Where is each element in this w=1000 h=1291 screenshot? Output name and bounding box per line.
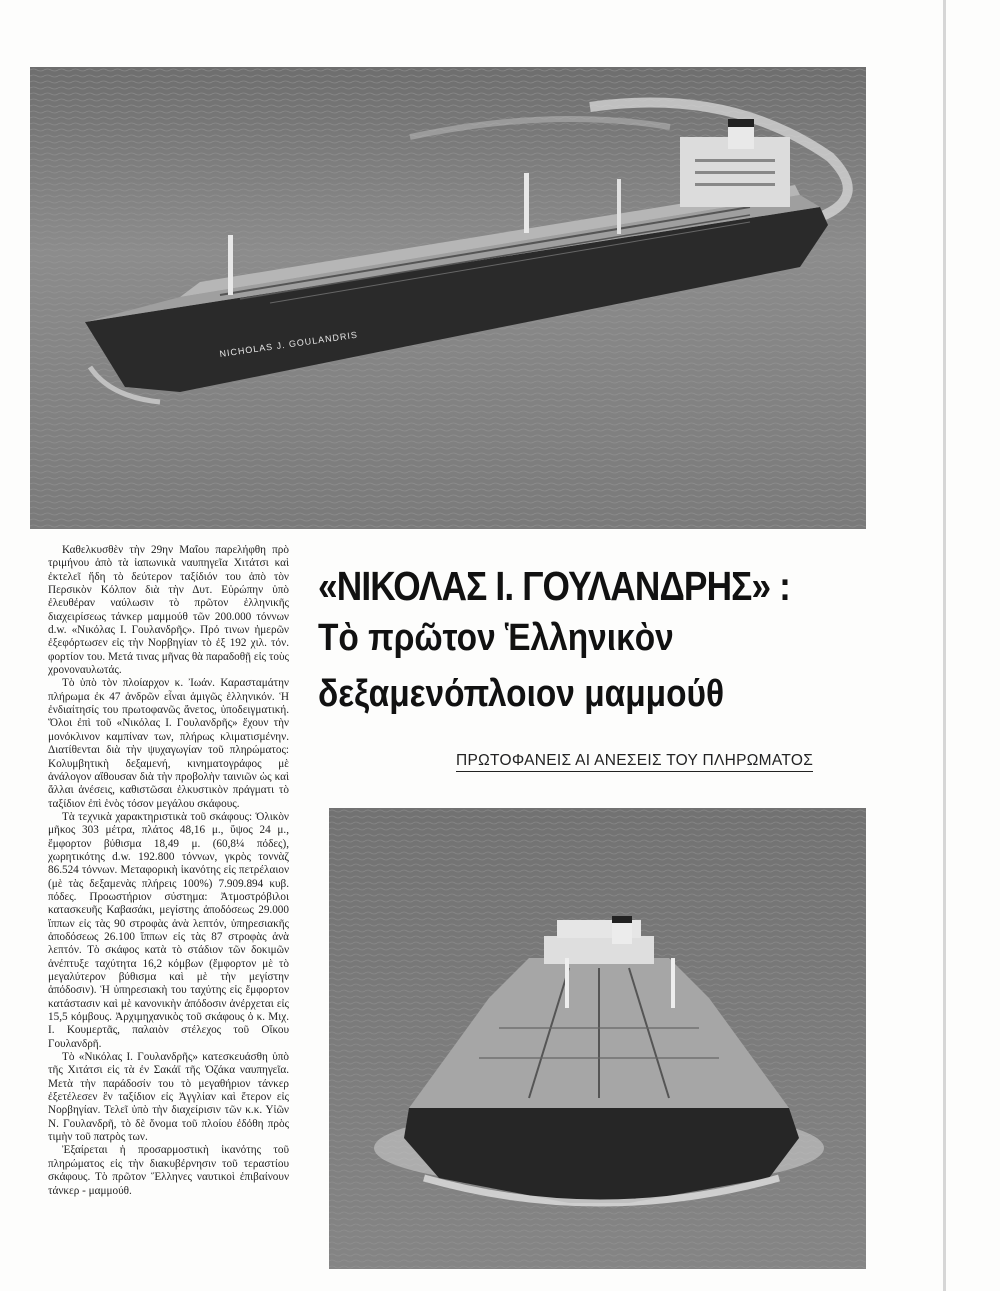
article-paragraph-1: Καθελκυσθὲν τὴν 29ην Μαΐου παρελήφθη πρὸ τριμήνου ἀπὸ τὰ ἰαπωνικὰ ναυπηγεῖα Χιτάτσι καὶ ἐκτελεῖ ἤδη τὸ δεύτερον ταξίδιόν του ἀπὸ τὸν Περσικὸν Κόλπον διὰ τὴν Δυτ. Εὐρώπην ὑπὸ ἐλευθέραν ναύλωσιν τὸ πρῶτον ἑλληνικῆς διαχειρίσεως τάνκερ μαμμούθ τῶν 200.000 τόννων d.w. «Νικόλας Ι. Γουλανδρῆς». Πρό τινων ἡμερῶν ἐξεφόρτωσεν εἰς τὴν Νορβηγίαν τὸ ἐξ 192 χιλ. τόν. φορτίον του. Μετά τινας μῆνας θὰ παραδοθῇ εἰς τοὺς χρονοναυλωτάς.	[48, 544, 289, 677]
headline-line-3: δεξαμενόπλοιον μαμμούθ	[318, 673, 725, 715]
article-paragraph-3: Τὰ τεχνικὰ χαρακτηριστικὰ τοῦ σκάφους: Ὁλικὸν μῆκος 303 μέτρα, πλάτος 48,16 μ., ὕψος 24 μ., ἔμφορτον βύθισμα 18,49 μ. (60,8¼ πόδες), χωρητικότης d.w. 192.800 τόννων, γκρὸς τοννὰζ 86.524 τόννων. Μεταφορικὴ ἱκανότης εἰς πετρέλαιον (μὲ τὰς δεξαμενὰς πλήρεις 100%) 7.909.894 κυβ. πόδες. Προωστήριον σύστημα: Ἀτμοστρόβιλοι κατασκευῆς Καβασάκι, μεγίστης ἀποδόσεως 29.000 ἵππων εἰς τὰς 90 στροφὰς ἀνὰ λεπτόν, ὑπηρεσιακῆς ἀποδόσεως 26.100 ἵππων εἰς τὰς 87 στροφὰς ἀνὰ λεπτόν. Τὸ σκάφος κατὰ τὸ στάδιον τῶν δοκιμῶν ἀνέπτυξε ταχύτητα 16,2 κόμβων (ἔμφορτον μὲ τὸ μεγαλύτερον βύθισμα καὶ μὲ τὴν μεγίστην ἀπόδοσιν). Ἡ ὑπηρεσιακὴ του ταχύτης εἰς ἔμφορτον κατάστασιν καὶ μὲ κανονικὴν ἀπόδοσιν ἀνέρχεται εἰς 15,5 κόμβους. Ἀρχιμηχανικὸς τοῦ σκάφους ὁ κ. Μιχ. Ι. Κουμερτᾶς, παλαιὸν στέλεχος τοῦ Οἴκου Γουλανδρῆ.	[48, 810, 289, 1050]
article-paragraph-4: Τὸ «Νικόλας Ι. Γουλανδρῆς» κατεσκευάσθη ὑπὸ τῆς Χιτάτσι εἰς τὰ ἐν Σακάϊ τῆς Ὀζάκα ναυπηγεῖα. Μετὰ τὴν παράδοσίν του τὸ μεγαθήριον τάνκερ ἐξετέλεσεν ἓν ταξίδιον εἰς Ἀγγλίαν καὶ ἕτερον εἰς Νορβηγίαν. Τελεῖ ὑπὸ τὴν διαχείρισιν τῶν κ.κ. Υἱῶν Ν. Γουλανδρῆ, τὸ δὲ ὄνομα τοῦ πλοίου ἐδόθη πρὸς τιμὴν τοῦ πατρὸς των.	[48, 1051, 289, 1144]
page-edge-line	[943, 0, 946, 1291]
article-subheadline: ΠΡΩΤΟΦΑΝΕΙΣ ΑΙ ΑΝΕΣΕΙΣ ΤΟΥ ΠΛΗΡΩΜΑΤΟΣ	[456, 752, 813, 772]
article-body	[48, 544, 289, 1198]
tanker-side-view-photo	[30, 67, 866, 529]
headline-line-1: «ΝΙΚΟΛΑΣ Ι. ΓΟΥΛΑΝΔΡΗΣ» :	[318, 563, 791, 609]
headline-line-2: Τὸ πρῶτον Ἑλληνικὸν	[318, 617, 674, 659]
article-paragraph-5: Ἐξαίρεται ἡ προσαρμοστικὴ ἱκανότης τοῦ πληρώματος εἰς τὴν διακυβέρνησιν τοῦ τεραστίου σκάφους. Τὸ πρῶτον Ἕλληνες ναυτικοὶ ἐπιβαίνουν τάνκερ - μαμμούθ.	[48, 1144, 289, 1197]
article-paragraph-2: Τὸ ὑπὸ τὸν πλοίαρχον κ. Ἰωάν. Καρασταμάτην πλήρωμα ἐκ 47 ἀνδρῶν εἶναι ἀμιγῶς ἑλληνικόν. Ἡ ἐνδιαίτησίς του πρωτοφανῶς ἄνετος, ὑποδειγματική. Ὅλοι ἐπὶ τοῦ «Νικόλας Ι. Γουλανδρῆς» ἔχουν τὴν μονόκλινον καμπίναν των, πλήρως κλιματισμένην. Διατίθενται διὰ τὴν ψυχαγωγίαν τοῦ πληρώματος: Κολυμβητικὴ δεξαμενή, κινηματογράφος μὲ ἀνάλογον αἴθουσαν διὰ τὴν προβολὴν ταινιῶν ὡς καὶ ἄλλαι ἀνέσεις, καθιστῶσαι ἑλκυστικὸν πράγματι τὸ ταξίδιον ἐπὶ ἑνὸς τόσον μεγάλου σκάφους.	[48, 677, 289, 810]
svg-text:NICHOLAS J. GOULANDRIS: NICHOLAS J. GOULANDRIS	[218, 329, 359, 359]
tanker-front-view-photo	[329, 808, 866, 1269]
article-headline	[318, 562, 878, 722]
